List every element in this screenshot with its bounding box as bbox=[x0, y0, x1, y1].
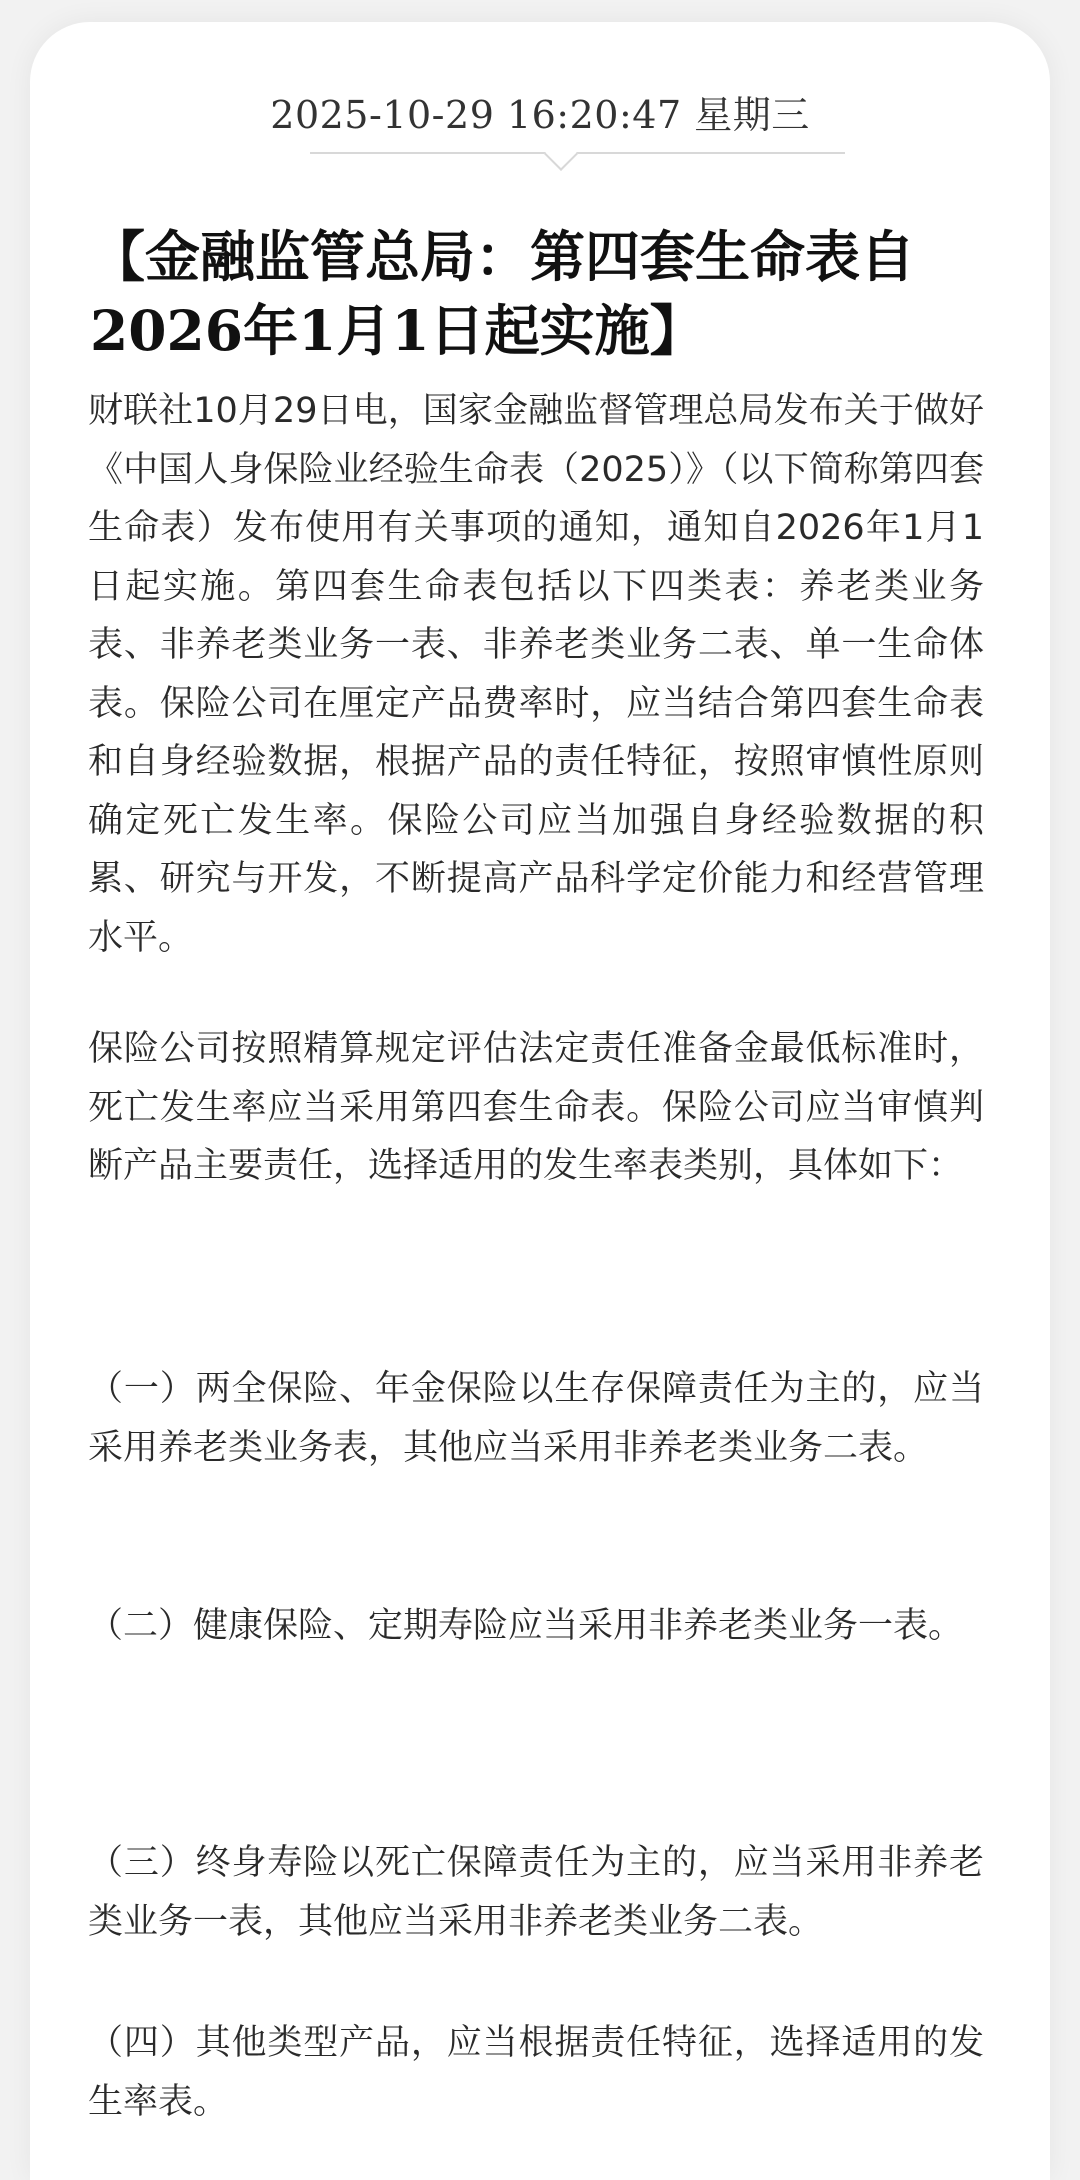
timestamp-header bbox=[30, 84, 1050, 139]
article-headline: 【金融监管总局：第四套生命表自2026年1月1日起实施】 bbox=[90, 224, 916, 363]
timestamp: 2025-10-29 16:20:47 星期三 bbox=[270, 93, 810, 137]
article-paragraph: （一）两全保险、年金保险以生存保障责任为主的，应当采用养老类业务表，其他应当采用非养老类业务二表。 bbox=[88, 1369, 984, 1468]
divider-chevron-icon bbox=[544, 137, 578, 171]
article-paragraph: 财联社10月29日电，国家金融监督管理总局发布关于做好《中国人身保险业经验生命表（2025）》（以下简称第四套生命表）发布使用有关事项的通知，通知自2026年1月1日起实施。第四套生命表包括以下四类表：养老类业务表、非养老类业务一表、非养老类业务二表、单一生命体表。保险公司在厘定产品费率时，应当结合第四套生命表和自身经验数据，根据产品的责任特征，按照审慎性原则确定死亡发生率。保险公司应当加强自身经验数据的积累、研究与开发，不断提高产品科学定价能力和经营管理水平。 bbox=[88, 391, 984, 958]
article-paragraph: （三）终身寿险以死亡保障责任为主的，应当采用非养老类业务一表，其他应当采用非养老类业务二表。 bbox=[88, 1843, 984, 1942]
article-paragraph: 保险公司按照精算规定评估法定责任准备金最低标准时，死亡发生率应当采用第四套生命表。保险公司应当审慎判断产品主要责任，选择适用的发生率表类别，具体如下： bbox=[88, 1029, 984, 1186]
article-paragraph: （四）其他类型产品，应当根据责任特征，选择适用的发生率表。 bbox=[88, 2023, 984, 2122]
article-paragraph: （二）健康保险、定期寿险应当采用非养老类业务一表。 bbox=[88, 1606, 964, 1646]
